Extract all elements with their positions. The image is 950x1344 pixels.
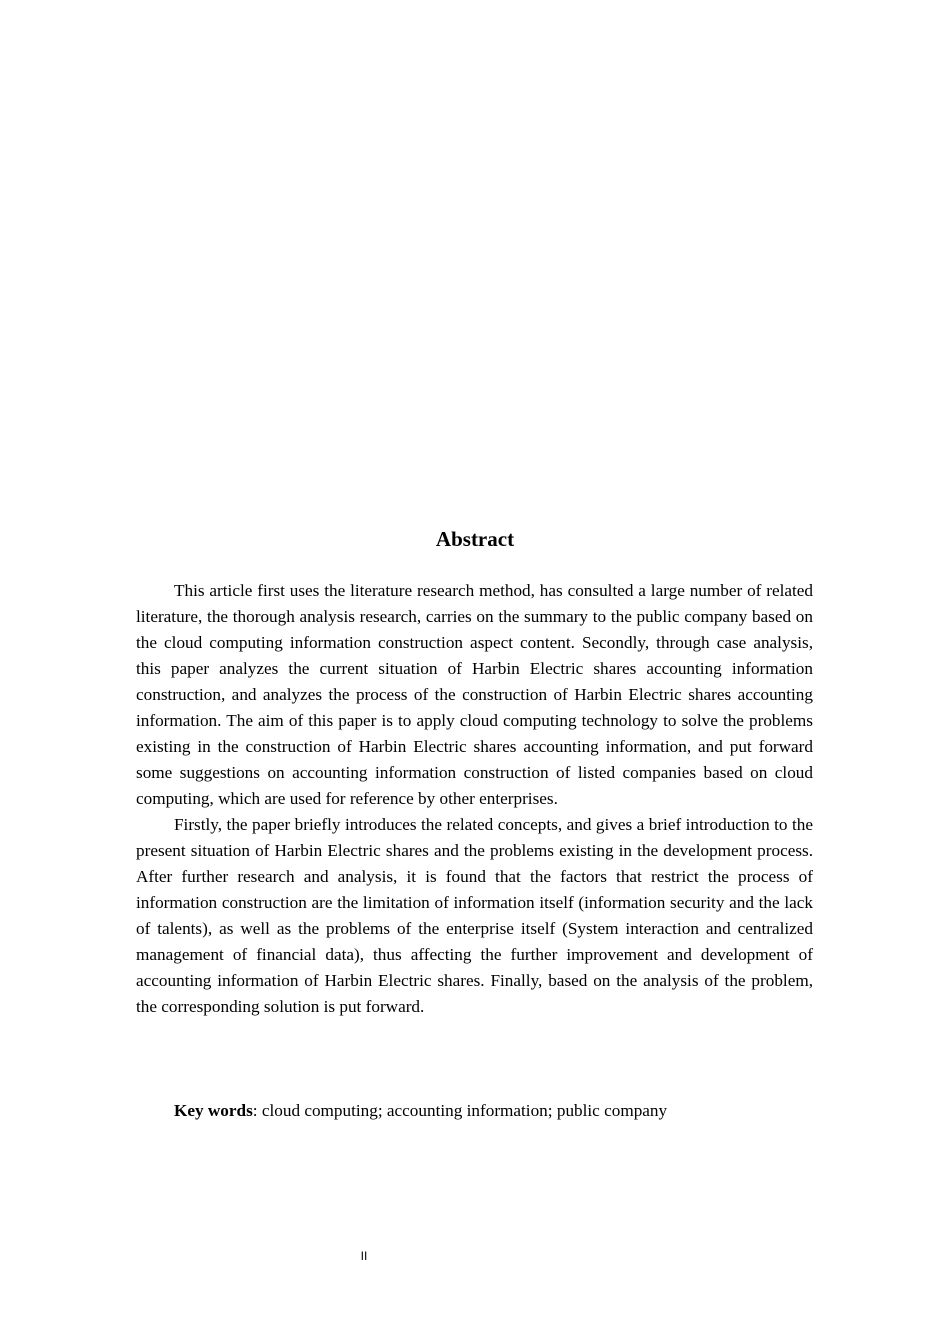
- abstract-body: [136, 578, 813, 1020]
- abstract-heading: Abstract: [435, 527, 515, 551]
- abstract-paragraph-1: This article first uses the literature research method, has consulted a large number of related literature, the thorough analysis research, carries on the summary to the public company based on the cloud computing information construction aspect content. Secondly, through case analysis, this paper analyzes the current situation of Harbin Electric shares accounting information construction, and analyzes the process of the construction of Harbin Electric shares accounting information. The aim of this paper is to apply cloud computing technology to solve the problems existing in the construction of Harbin Electric shares accounting information, and put forward some suggestions on accounting information construction of listed companies based on cloud computing, which are used for reference by other enterprises.: [136, 581, 813, 808]
- keywords-label: Key words: [174, 1101, 253, 1120]
- abstract-paragraph-2: Firstly, the paper briefly introduces the related concepts, and gives a brief introduction to the present situation of Harbin Electric shares and the problems existing in the development process. After further research and analysis, it is found that the factors that restrict the process of information construction are the limitation of information itself (information security and the lack of talents), as well as the problems of the enterprise itself (System interaction and centralized management of financial data), thus affecting the further improvement and development of accounting information of Harbin Electric shares. Finally, based on the analysis of the problem, the corresponding solution is put forward.: [136, 815, 813, 1016]
- keywords-line: [136, 1098, 813, 1124]
- keywords-text: : cloud computing; accounting information; public company: [252, 1101, 668, 1120]
- page-number: II: [360, 1249, 368, 1263]
